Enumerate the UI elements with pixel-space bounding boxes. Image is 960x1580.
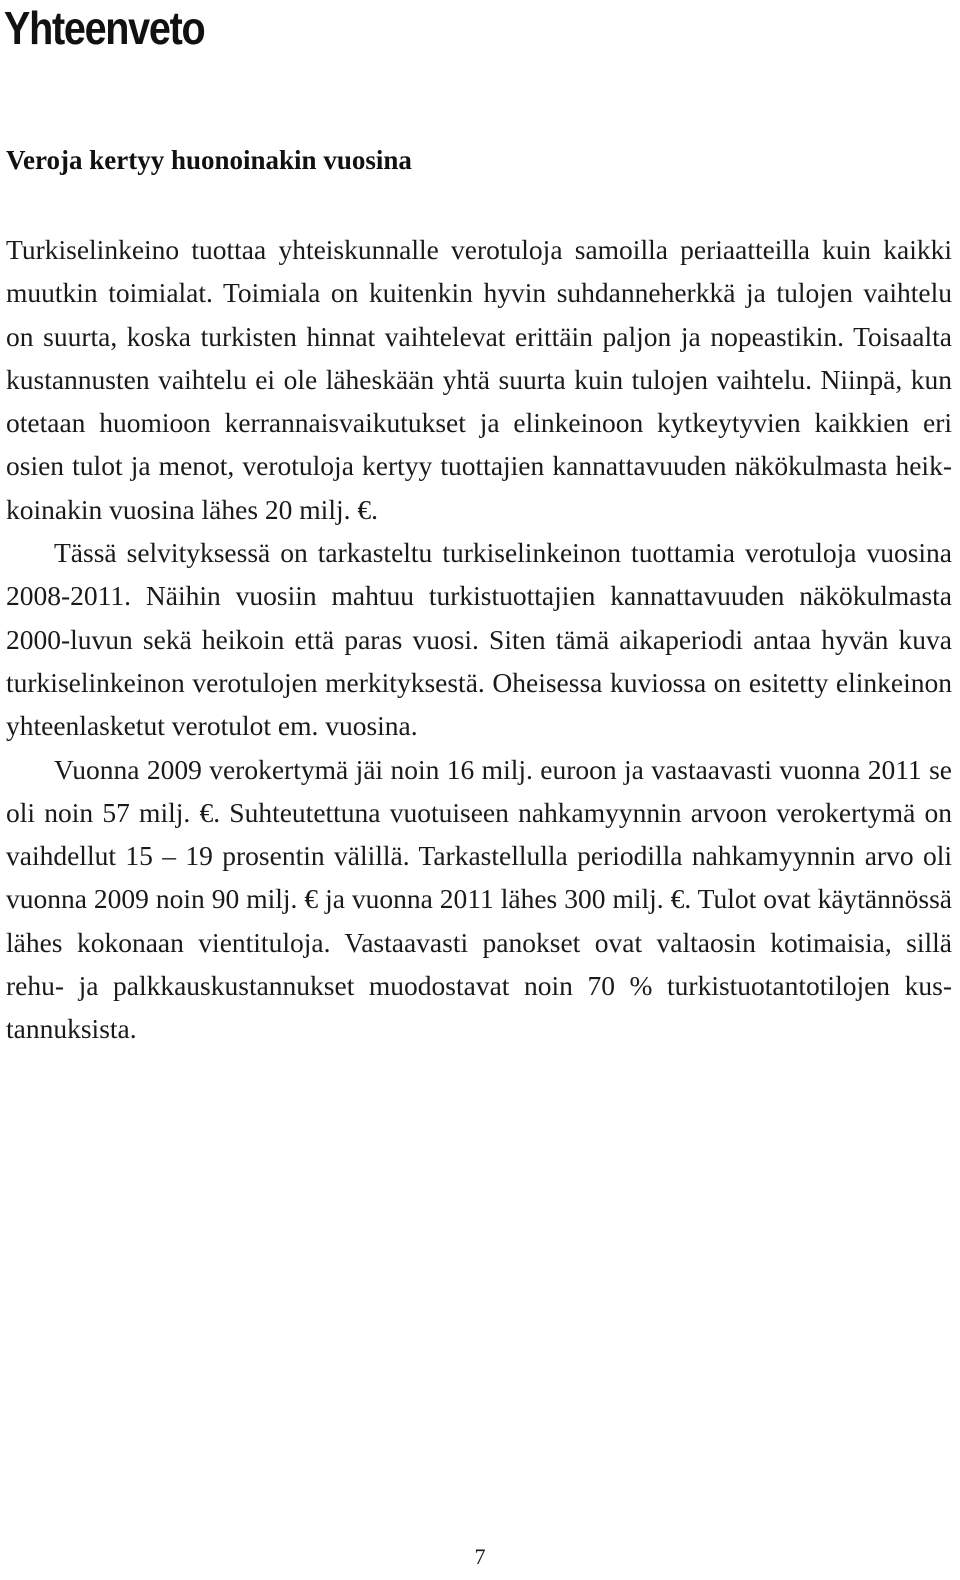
section-heading: Veroja kertyy huonoinakin vuosina: [6, 145, 412, 175]
body-text: [6, 228, 952, 1051]
paragraph: Vuonna 2009 verokertymä jäi noin 16 milj. euroon ja vastaavasti vuonna 2011 se oli noin 57 milj. €. Suhteutettuna vuotuiseen nahkamyynnin arvoon verokertymä on vaihdellut 15 – 19 prosentin välillä. Tarkastellulla periodilla nahkamyynnin arvo oli vuonna 2009 noin 90 milj. € ja vuonna 2011 lähes 300 milj. €. Tulot ovat käytännössä lähes kokonaan vientituloja. Vastaavasti panokset ovat valtaosin kotimaisia, sillä rehu- ja palkkauskustannukset muodostavat noin 70 % turkistuotantotilojen kustannuksista.: [6, 753, 952, 1045]
page-title: Yhteenveto: [4, 2, 205, 54]
paragraph: Tässä selvityksessä on tarkasteltu turkiselinkeinon tuottamia verotuloja vuosina 2008-2011. Näihin vuosiin mahtuu turkistuottajien kannattavuuden näkökulmasta 2000-luvun sekä heikoin että paras vuosi. Siten tämä aikaperiodi antaa hyvän kuva turkiselinkeinon verotulojen merkityksestä. Oheisessa kuviossa on esitetty elinkeinon yhteenlasketut verotulot em. vuosina.: [6, 537, 952, 742]
paragraph: Turkiselinkeino tuottaa yhteiskunnalle verotuloja samoilla periaatteilla kuin kaikki muutkin toimialat. Toimiala on kuitenkin hyvin suhdanneherkkä ja tulojen vaihtelu on suurta, koska turkisten hinnat vaihtelevat erittäin paljon ja nopeastikin. Toisaalta kustannusten vaihtelu ei ole läheskään yhtä suurta kuin tulojen vaihtelu. Niinpä, kun otetaan huomioon kerrannaisvaikutukset ja elinkeinoon kytkeytyvien kaikkien eri osien tulot ja menot, verotuloja kertyy tuottajien kannattavuuden näkökulmasta heikkoinakin vuosina lähes 20 milj. €.: [6, 234, 952, 525]
page-number: 7: [474, 1544, 486, 1569]
